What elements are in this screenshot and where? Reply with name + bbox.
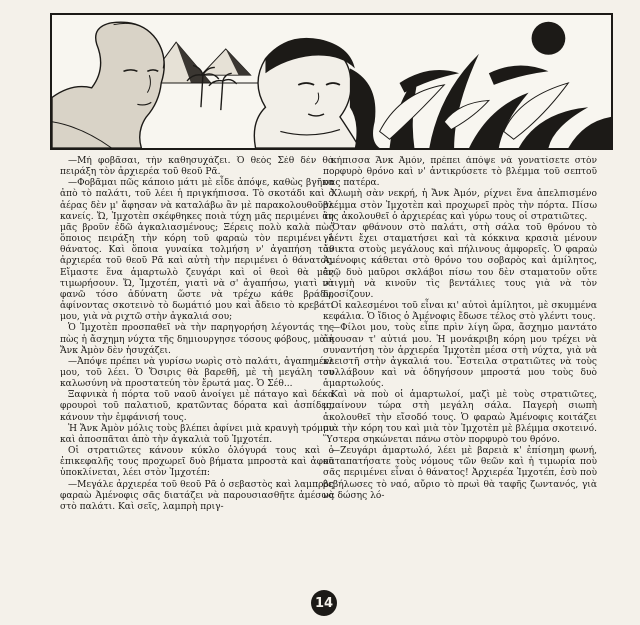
illustration-artwork <box>52 15 611 148</box>
right-column <box>323 156 597 584</box>
paragraph: Οἱ καλεσμένοι τοῦ εἶναι κι' αὐτοὶ ἀμίλητοι, μὲ σκυμμένα κεφάλια. Ὁ ἴδιος ὁ Ἀμένοφις ἔδωσε τέλος στὸ γλέντι τους. <box>323 301 597 323</box>
paragraph: —Φοβᾶμαι πῶς κάποιο μάτι μὲ εἶδε ἀπόψε, καθὼς βγῆκα ἀπὸ τὸ παλάτι, τοῦ λέει ἡ πριγκήπισσα. Τὸ σκοτάδι καὶ ὁ ἀέρας δὲν μ' ἄφησαν νὰ καταλάβω ἂν μὲ παρακολουθοῦσε κανείς. Ὤ, Ἰμχοτὲπ σκέφθηκες ποιὰ τύχη μᾶς περιμένει ἂν μᾶς βροῦν ἐδῶ ἀγκαλιασμένους; Ξέρεις πολὺ καλὰ πὼς ὅποιος πειράξη τὴν κόρη τοῦ φαραὼ τὸν περιμένει ὁ θάνατος. Καὶ ὅποια γυναίκα τολμήση ν' ἀγαπήση τὸν ἀρχιερέα τοῦ θεοῦ Ρᾶ καὶ αὐτὴ τὴν περιμένει ὁ θάνατος. Εἴμαστε ἕνα ἁμαρτωλὸ ζευγάρι καὶ οἱ θεοὶ θὰ μᾶς τιμωρήσουν. Ὤ, Ἰμχοτέπ, γιατὶ νὰ σ' ἀγαπήσω, γιατὶ νὰ φανῶ τόσο ἀδύνατη ὥστε νὰ τρέχω κάθε βράδυ, ἀφίνοντας σκοτεινὸ τὸ δωμάτιό μου καὶ ἄδειο τὸ κρεβάτι μου, γιὰ νὰ ριχτῶ στὴν ἀγκαλιά σου; <box>60 178 334 323</box>
paragraph: —Μεγάλε ἀρχιερέα τοῦ θεοῦ Ρᾶ ὁ σεβαστὸς καὶ λαμπρὸς φαραὼ Ἀμένοφις σᾶς διατάζει νὰ παρουσιασθῆτε ἀμέσως στὸ παλάτι. Καὶ σεῖς, λαμπρὴ πριγ- <box>60 479 334 512</box>
paragraph: Ἡ Ἄνκ Ἀμὸν μόλις τοὺς βλέπει ἀφίνει μιὰ κραυγὴ τρόμου καὶ ἀποσπᾶται ἀπὸ τὴν ἀγκαλιὰ τοῦ Ἰμχοτέπ. <box>60 423 334 445</box>
header-illustration <box>50 13 613 150</box>
paragraph: —Ἀπόψε πρέπει νὰ γυρίσω νωρὶς στὸ παλάτι, ἀγαπημένε μου, τοῦ λέει. Ὁ Ὄσιρις θὰ βαρεθῆ, μὲ τὴ μεγάλη του καλωσύνη νὰ προστατεύη τὸν ἔρωτά μας. Ὁ Σέθ... <box>60 356 334 390</box>
paragraph: —Μή φοβᾶσαι, τὴν καθησυχάζει. Ὁ θεὸς Σὲθ δὲν θὰ πειράξη τὸν ἀρχιερέα τοῦ θεοῦ Ρᾶ. <box>60 156 334 178</box>
paragraph: Ὅταν φθάνουν στὸ παλάτι, στὴ σάλα τοῦ θρόνου τὸ γλέντι ἔχει σταματήσει καὶ τὰ κόκκινα κρασιὰ μένουν ἄθικτα στοὺς μεγάλους καὶ πήλινους ἀμφορεῖς. Ὁ φαραὼ Ἀμένοφις κάθεται στὸ θρόνο του σοβαρὸς καὶ ἀμίλητος, ἐνῷ δυὸ μαῦροι σκλάβοι πίσω του δὲν σταματοῦν οὔτε στιγμὴ νὰ κινοῦν τὶς βεντάλιες τους γιὰ νὰ τὸν δροσίζουν. <box>323 222 597 300</box>
paragraph: —Φίλοι μου, τοὺς εἶπε πρὶν λίγη ὥρα, ἄσχημο μαντάτο ἄκουσαν τ' αὐτιά μου. Ἡ μονάκριβη κόρη μου τρέχει νὰ συναντήση τὸν ἀρχιερέα Ἰμχοτὲπ μέσα στὴ νύχτα, γιὰ νὰ κλειστῆ στὴν ἀγκαλιά του. Ἔστειλα στρατιῶτες νὰ τοὺς συλλάβουν καὶ νὰ ὁδηγήσουν μπροστά μου τοὺς δυὸ ἁμαρτωλούς. <box>323 323 597 390</box>
sun <box>532 22 566 55</box>
paragraph: κήπισσα Ἄνκ Ἀμόν, πρέπει ἀπόψε νὰ γονατίσετε στὸν πορφυρὸ θρόνο καὶ ν' ἀντικρύσετε τὸ βλέμμα τοῦ σεπτοῦ σας πατέρα. <box>323 156 597 189</box>
paragraph: Οἱ στρατιῶτες κάνουν κύκλο ὁλόγυρά τους καὶ ὁ ἐπικεφαλῆς τους προχωρεῖ δυὸ βήματα μπροστὰ καὶ ἀφοῦ ὑποκλίνεται, λέει στὸν Ἰμχοτέπ: <box>60 446 334 479</box>
left-column <box>60 156 334 584</box>
page-number: 14 <box>311 590 337 616</box>
paragraph: Χλωμὴ σὰν νεκρή, ἡ Ἄνκ Ἀμόν, ρίχνει ἕνα ἀπελπισμένο βλέμμα στὸν Ἰμχοτὲπ καὶ προχωρεῖ πρὸς τὴν πόρτα. Πίσω της ἀκολουθεῖ ὁ ἀρχιερέας καὶ γύρω τους οἱ στρατιῶτες. <box>323 189 597 222</box>
paragraph: Ὁ Ἰμχοτὲπ προσπαθεῖ νὰ τὴν παρηγορήση λέγοντάς της πὼς ἡ ἄσχημη νύχτα τῆς δημιουργησε τόσους φόβους, μὰ ἡ Ἄνκ Ἀμὸν δὲν ἡσυχάζει. <box>60 323 334 356</box>
paragraph: —Ζευγάρι ἁμαρτωλό, λέει μὲ βαρειὰ κ' ἐπίσημη φωνή, καταπατήσατε τοὺς νόμους τῶν θεῶν καὶ ἡ τιμωρία ποὺ σᾶς περιμένει εἶναι ὁ θάνατος! Ἀρχιερέα Ἰμχοτέπ, ἐσὺ ποὺ βεβήλωσες τὸ ναό, αὔριο τὸ πρωὶ θὰ ταφῆς ζωντανός, γιὰ νὰ δώσης λό- <box>323 446 597 501</box>
paragraph: Καὶ νὰ ποὺ οἱ ἁμαρτωλοί, μαζὶ μὲ τοὺς στρατιῶτες, μπαίνουν τώρα στὴ μεγάλη σάλα. Παγερὴ σιωπὴ ἀκολουθεῖ τὴν εἴσοδό τους. Ὁ φαραὼ Ἀμένοφις κοιτάζει μιὰ τὴν κόρη του καὶ μιὰ τὸν Ἰμχοτὲπ μὲ βλέμμα σκοτεινό. Ὕστερα σηκώνεται πάνω στὸν πορφυρὸ του θρόνο. <box>323 390 597 445</box>
paragraph: Ξαφνικὰ ἡ πόρτα τοῦ ναοῦ ἀνοίγει μὲ πάταγο καὶ δέκα φρουροὶ τοῦ παλατιοῦ, κρατῶντας δόρατα καὶ ἀσπίδες, κάνουν τὴν ἐμφάνισή τους. <box>60 390 334 423</box>
